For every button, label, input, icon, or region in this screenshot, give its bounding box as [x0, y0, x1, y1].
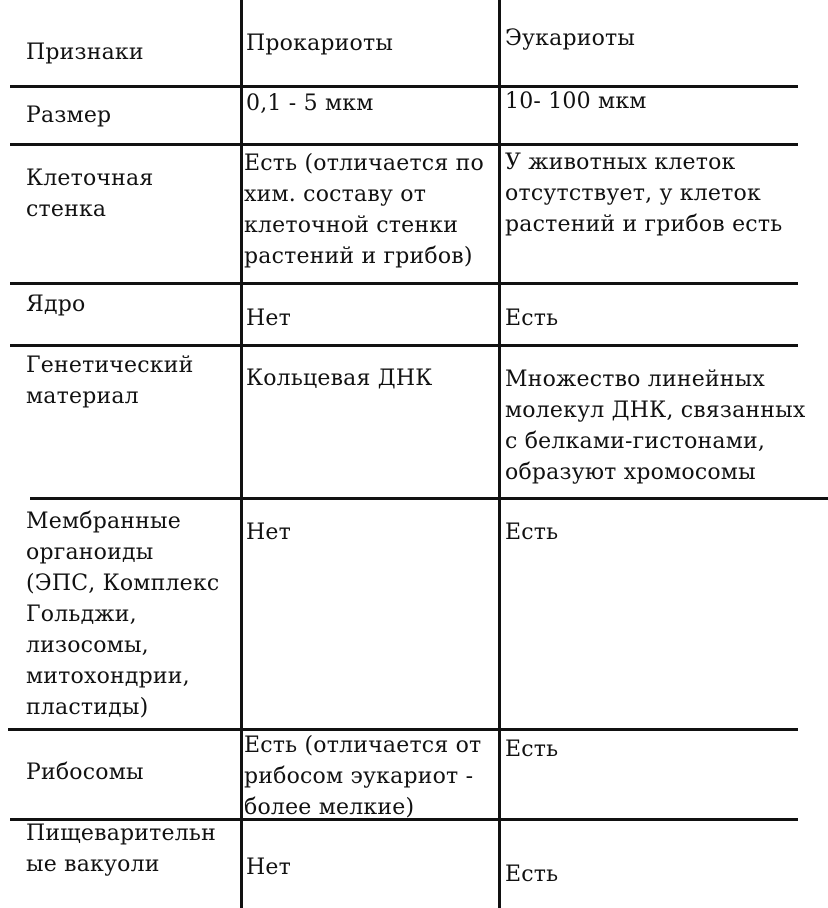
- row-vacuoles-prokaryotes: Нет: [246, 855, 291, 880]
- row-cell-wall-eukaryotes: У животных клеток отсутствует, у клеток растений и грибов есть: [505, 150, 783, 237]
- row-organelles-eukaryotes: Есть: [505, 520, 559, 545]
- row-nucleus-prokaryotes: Нет: [246, 306, 291, 331]
- row-divider: [10, 282, 798, 285]
- row-size-eukaryotes: 10- 100 мкм: [505, 89, 647, 114]
- row-ribosomes-feature: Рибосомы: [26, 760, 144, 785]
- row-organelles-prokaryotes: Нет: [246, 520, 291, 545]
- header-feature: Признаки: [26, 40, 144, 65]
- header-prokaryotes: Прокариоты: [246, 31, 394, 56]
- row-divider: [10, 344, 798, 347]
- row-nucleus-eukaryotes: Есть: [505, 306, 559, 331]
- row-genetic-feature: Генетический материал: [26, 353, 194, 409]
- row-nucleus-feature: Ядро: [26, 292, 86, 317]
- row-genetic-prokaryotes: Кольцевая ДНК: [246, 366, 433, 391]
- row-ribosomes-prokaryotes: Есть (отличается от рибосом эукариот - более мелкие): [244, 733, 482, 820]
- row-divider: [10, 85, 798, 88]
- row-vacuoles-eukaryotes: Есть: [505, 862, 559, 887]
- column-divider-2: [498, 0, 501, 908]
- row-cell-wall-prokaryotes: Есть (отличается по хим. составу от клеточной стенки растений и грибов): [244, 151, 484, 269]
- header-eukaryotes: Эукариоты: [505, 26, 636, 51]
- row-cell-wall-feature: Клеточная стенка: [26, 166, 154, 222]
- row-divider: [10, 143, 798, 146]
- row-ribosomes-eukaryotes: Есть: [505, 737, 559, 762]
- row-size-prokaryotes: 0,1 - 5 мкм: [246, 91, 374, 116]
- row-divider: [30, 497, 828, 500]
- row-genetic-eukaryotes: Множество линейных молекул ДНК, связанных с белками-гистонами, образуют хромосомы: [505, 367, 806, 485]
- row-vacuoles-feature: Пищеварительн ые вакуоли: [26, 821, 216, 877]
- row-organelles-feature: Мембранные органоиды (ЭПС, Комплекс Гольджи, лизосомы, митохондрии, пластиды): [26, 509, 220, 720]
- column-divider-1: [240, 0, 243, 908]
- row-size-feature: Размер: [26, 103, 112, 128]
